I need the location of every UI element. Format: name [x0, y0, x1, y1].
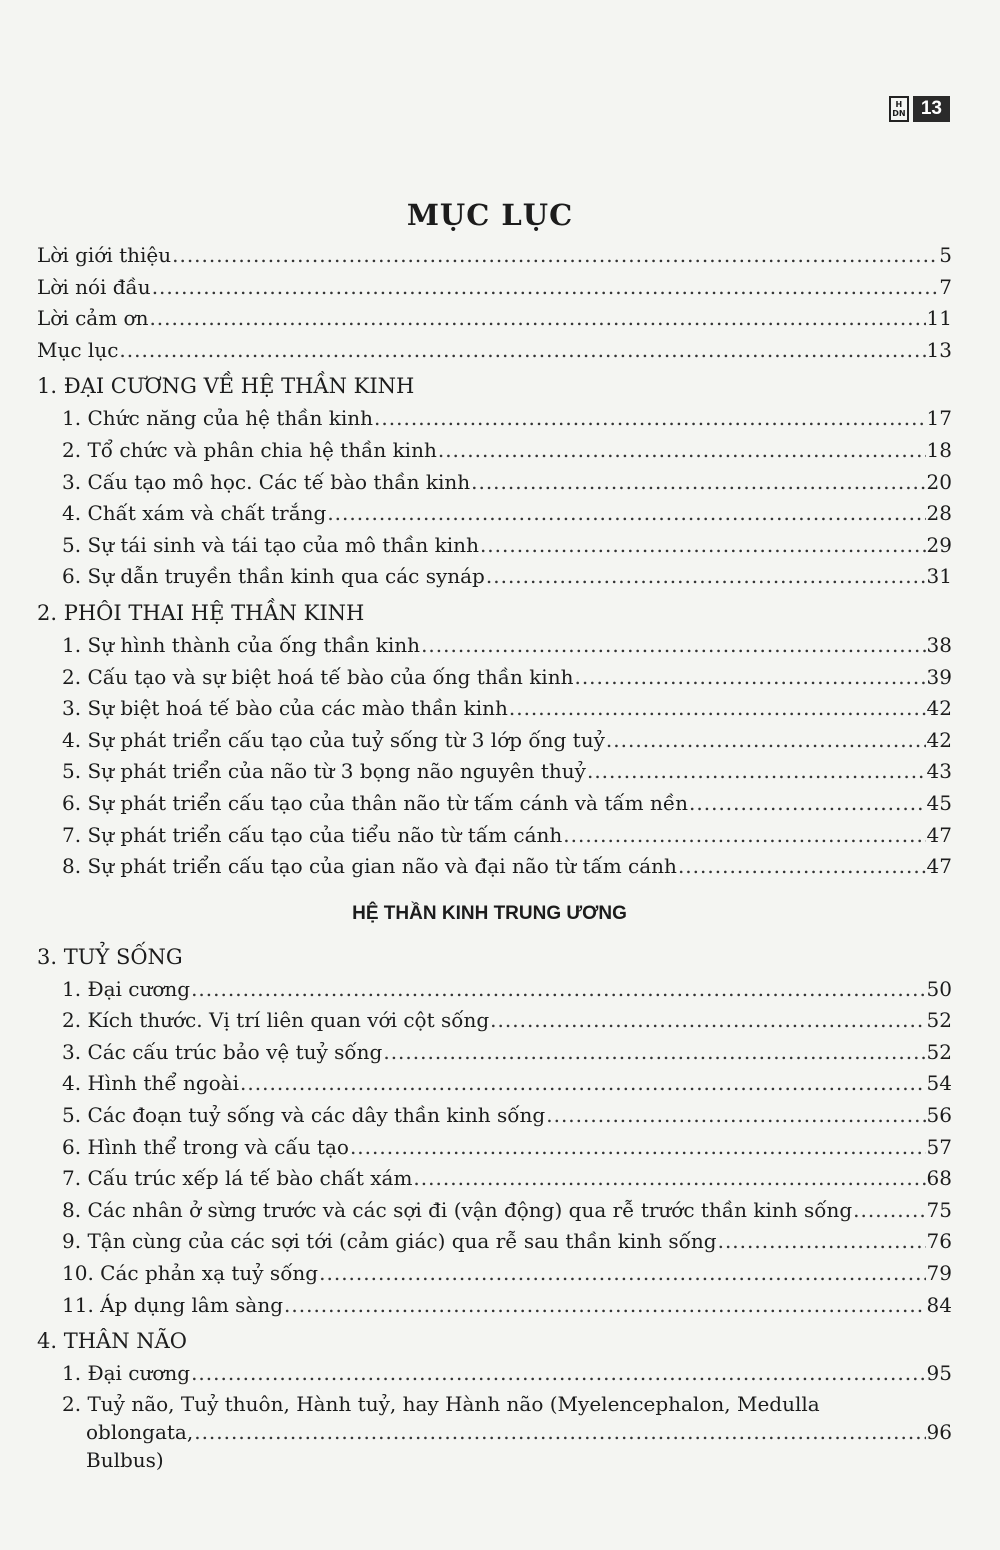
toc-entry[interactable]: 4. Chất xám và chất trắng ..... 28 — [37, 498, 952, 530]
toc-entry[interactable]: 5. Sự phát triển của não từ 3 bọng não nguyên thuỷ ..... 43 — [37, 756, 952, 788]
toc-entry[interactable]: 5. Sự tái sinh và tái tạo của mô thần kinh ..... 29 — [37, 530, 952, 562]
table-of-contents — [37, 240, 952, 1472]
toc-entry[interactable]: 1. Sự hình thành của ống thần kinh ..... 38 — [37, 630, 952, 662]
toc-entry-thanks[interactable]: Lời cảm ơn ..... 11 — [37, 303, 952, 335]
toc-entry[interactable]: 6. Hình thể trong và cấu tạo ..... 57 — [37, 1132, 952, 1164]
toc-entry-line2: oblongata, Bulbus) — [86, 1419, 194, 1472]
chapter-heading-1: 1. ĐẠI CƯƠNG VỀ HỆ THẦN KINH — [37, 374, 415, 399]
toc-entry[interactable]: 3. Sự biệt hoá tế bào của các mào thần kinh ..... 42 — [37, 693, 952, 725]
toc-entry-intro[interactable]: Lời giới thiệu ..... 5 — [37, 240, 952, 272]
section-heading: HỆ THẦN KINH TRUNG ƯƠNG — [352, 902, 627, 924]
toc-entry[interactable]: 4. Sự phát triển cấu tạo của tuỷ sống từ 3 lớp ống tuỷ ..... 42 — [37, 725, 952, 757]
chapter-heading-3: 3. TUỶ SỐNG — [37, 944, 183, 969]
toc-entry[interactable]: 8. Sự phát triển cấu tạo của gian não và đại não từ tấm cánh ..... 47 — [37, 851, 952, 883]
logo-top: H — [895, 100, 903, 109]
toc-entry[interactable]: 5. Các đoạn tuỷ sống và các dây thần kinh sống ..... 56 — [37, 1100, 952, 1132]
toc-entry[interactable]: 10. Các phản xạ tuỷ sống ..... 79 — [37, 1258, 952, 1290]
logo-bottom: DN — [892, 109, 906, 118]
toc-entry[interactable]: 4. Hình thể ngoài ..... 54 — [37, 1068, 952, 1100]
toc-entry[interactable]: 6. Sự dẫn truyền thần kinh qua các synáp ..... 31 — [37, 561, 952, 593]
toc-entry-page: 96 — [926, 1419, 952, 1444]
page-title: MỤC LỤC — [406, 198, 574, 232]
toc-entry[interactable]: 1. Đại cương ..... 95 — [37, 1358, 952, 1390]
toc-entry[interactable]: 11. Áp dụng lâm sàng ..... 84 — [37, 1290, 952, 1322]
toc-entry-multiline[interactable] — [37, 1390, 952, 1472]
toc-entry[interactable]: 3. Các cấu trúc bảo vệ tuỷ sống ..... 52 — [37, 1037, 952, 1069]
toc-entry[interactable]: 7. Sự phát triển cấu tạo của tiểu não từ tấm cánh ..... 47 — [37, 820, 952, 852]
chapter-heading-4: 4. THÂN NÃO — [37, 1329, 188, 1354]
page-number: 13 — [913, 96, 950, 122]
toc-entry[interactable]: 2. Tổ chức và phân chia hệ thần kinh ..... 18 — [37, 435, 952, 467]
toc-entry-contents[interactable]: Mục lục ..... 13 — [37, 335, 952, 367]
toc-entry-preface[interactable]: Lời nói đầu ..... 7 — [37, 272, 952, 304]
toc-entry-line1: 2. Tuỷ não, Tuỷ thuôn, Hành tuỷ, hay Hành não (Myelencephalon, Medulla — [62, 1391, 820, 1416]
publisher-logo-icon — [889, 96, 909, 122]
toc-entry[interactable]: 1. Chức năng của hệ thần kinh ..... 17 — [37, 403, 952, 435]
toc-entry[interactable]: 7. Cấu trúc xếp lá tế bào chất xám ..... 68 — [37, 1163, 952, 1195]
toc-entry[interactable]: 9. Tận cùng của các sợi tới (cảm giác) qua rễ sau thần kinh sống ..... 76 — [37, 1226, 952, 1258]
toc-entry[interactable]: 2. Cấu tạo và sự biệt hoá tế bào của ống thần kinh ..... 39 — [37, 662, 952, 694]
page-header — [889, 96, 950, 122]
toc-entry[interactable]: 2. Kích thước. Vị trí liên quan với cột sống ..... 52 — [37, 1005, 952, 1037]
toc-entry[interactable]: 1. Đại cương ..... 50 — [37, 974, 952, 1006]
toc-entry[interactable]: 8. Các nhân ở sừng trước và các sợi đi (vận động) qua rễ trước thần kinh sống ..... 75 — [37, 1195, 952, 1227]
toc-entry[interactable]: 3. Cấu tạo mô học. Các tế bào thần kinh ..... 20 — [37, 467, 952, 499]
chapter-heading-2: 2. PHÔI THAI HỆ THẦN KINH — [37, 600, 365, 625]
toc-entry[interactable]: 6. Sự phát triển cấu tạo của thân não từ tấm cánh và tấm nền ..... 45 — [37, 788, 952, 820]
